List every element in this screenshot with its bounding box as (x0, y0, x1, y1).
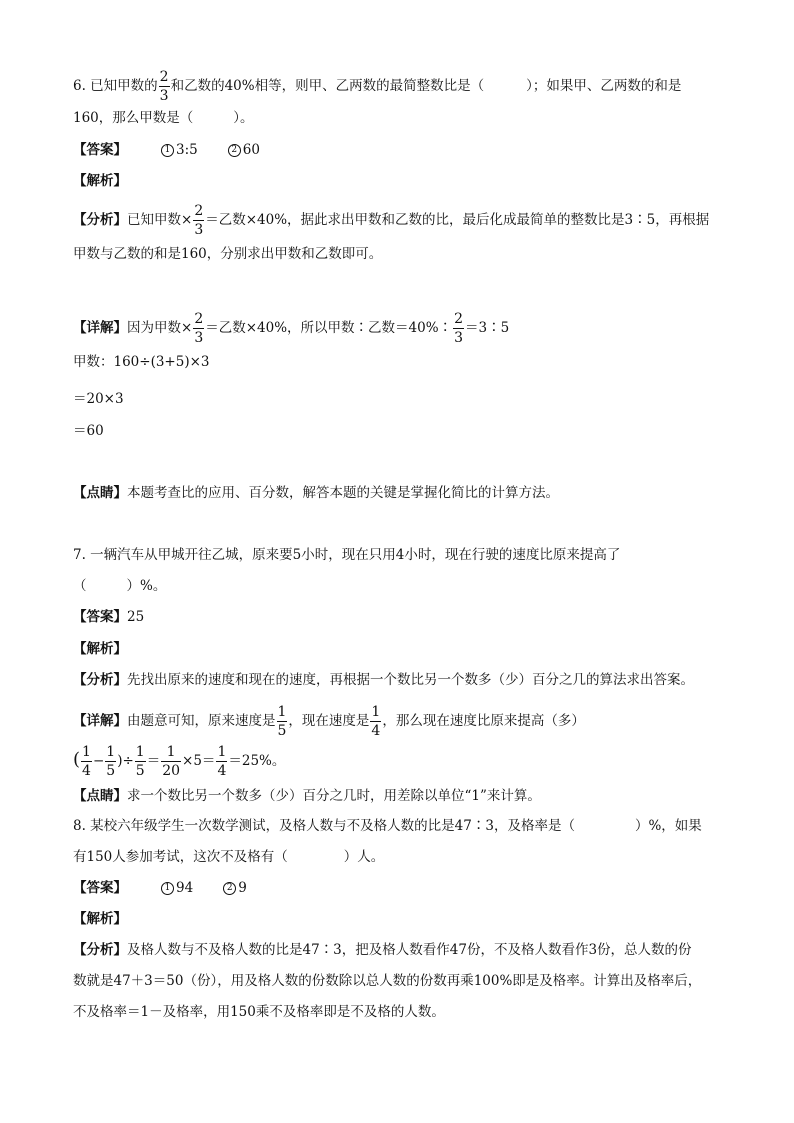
fenxi-text: 先找出原来的速度和现在的速度，再根据一个数比另一个数多（少）百分之几的算法求出答案。 (127, 672, 694, 688)
operator: ＝25%。 (228, 753, 286, 769)
answer-value: 9 (238, 880, 247, 896)
operator: ×5＝ (182, 753, 216, 769)
q7-fenxi (73, 670, 694, 690)
answer-value: 60 (242, 142, 260, 158)
fenxi-text: 不及格率＝1－及格率，用150乘不及格率即是不及格的人数。 (73, 1004, 445, 1020)
q6-text: 和乙数的40%相等，则甲、乙两数的最简整数比是（ (170, 78, 485, 94)
q8-jiexi (73, 909, 127, 929)
fenxi-text: 及格人数与不及格人数的比是47∶3，把及格人数看作47份，不及格人数看作3份，总人数的份 (127, 942, 692, 958)
answer-tag: 【答案】 (73, 880, 127, 896)
eq-fraction (161, 745, 181, 778)
q7-equation (73, 745, 285, 778)
dianjing-tag: 【点睛】 (73, 485, 127, 501)
q6-xiangjie (73, 312, 509, 345)
q8-stem-line2 (73, 847, 384, 867)
jiexi-tag: 【解析】 (73, 911, 127, 927)
frac-num: 1 (161, 745, 181, 762)
calc-line: 甲数：160÷(3+5)×3 (73, 354, 210, 370)
xiangjie-text: ＝乙数×40%，所以甲数∶乙数＝40%∶ (205, 320, 453, 336)
xiangjie-text: 由题意可知，原来速度是 (127, 713, 276, 729)
q7-dianjing (73, 786, 541, 806)
q6-stem-line1 (73, 70, 681, 103)
xiangjie-text: ＝3∶5 (464, 320, 510, 336)
frac-den: 4 (371, 723, 381, 739)
eq-fraction (81, 745, 92, 778)
frac-den: 5 (106, 763, 116, 779)
xiangjie-tag: 【详解】 (73, 713, 127, 729)
q6-dianjing (73, 483, 559, 503)
circled-number: 2 (223, 882, 236, 895)
frac-num: 2 (159, 69, 169, 85)
q8-text: ）人。 (343, 849, 385, 865)
q7-text: （ (73, 578, 87, 594)
eq-fraction (105, 745, 116, 778)
frac-den: 4 (217, 763, 227, 779)
q7-stem-line1 (73, 545, 620, 565)
paren: ( (73, 749, 81, 770)
q6-stem-line2 (73, 108, 254, 128)
answer-value: 25 (127, 609, 145, 625)
q6-text: ）。 (233, 110, 254, 126)
operator: − (92, 753, 105, 769)
q8-text: ）%，如果 (634, 818, 702, 834)
frac-num: 1 (82, 744, 91, 760)
fenxi-text: 已知甲数× (127, 212, 193, 228)
frac-num: 1 (106, 744, 116, 760)
answer-value: 3:5 (176, 142, 198, 158)
fenxi-fraction (193, 204, 204, 237)
frac-den: 3 (454, 330, 463, 346)
fenxi-text: 数就是47＋3＝50（份），用及格人数的份数除以总人数的份数再乘100%即是及格率。计算出及格率后， (73, 973, 702, 989)
xj-fraction-2 (453, 312, 464, 345)
frac-den: 4 (82, 763, 91, 779)
circled-number: 1 (161, 882, 174, 895)
answer-value: 94 (176, 880, 194, 896)
q7-answer (73, 607, 144, 627)
answer-tag: 【答案】 (73, 142, 127, 158)
frac-num: 2 (194, 203, 204, 219)
answer-tag: 【答案】 (73, 609, 127, 625)
dianjing-text: 求一个数比另一个数多（少）百分之几时，用差除以单位“1”来计算。 (127, 788, 541, 804)
frac-den: 3 (194, 222, 204, 238)
frac-den: 3 (159, 88, 169, 104)
xiangjie-text: ，现在速度是 (288, 713, 370, 729)
xiangjie-tag: 【详解】 (73, 320, 127, 336)
frac-den: 3 (194, 330, 204, 346)
calc-line: ＝20×3 (73, 391, 124, 407)
q8-fenxi-line3 (73, 1002, 445, 1022)
frac-den: 5 (135, 763, 145, 779)
frac-num: 1 (277, 704, 287, 720)
fenxi-tag: 【分析】 (73, 212, 127, 228)
frac-den: 5 (277, 723, 287, 739)
q8-fenxi-line1 (73, 940, 692, 960)
q7-text: 7. 一辆汽车从甲城开往乙城，原来要5小时，现在只用4小时，现在行驶的速度比原来提高了 (73, 547, 621, 563)
q8-fenxi-line2 (73, 971, 701, 991)
q8-text: 8. 某校六年级学生一次数学测试，及格人数与不及格人数的比是47∶3，及格率是（ (73, 818, 575, 834)
q6-calc1 (73, 352, 210, 372)
frac-num: 1 (371, 704, 381, 720)
jiexi-tag: 【解析】 (73, 641, 127, 657)
q6-text: 160，那么甲数是（ (73, 110, 194, 126)
frac-num: 2 (454, 311, 463, 327)
eq-fraction (216, 745, 227, 778)
q6-jiexi (73, 171, 127, 191)
xiangjie-text: 因为甲数× (127, 320, 193, 336)
xj-fraction (193, 312, 204, 345)
operator: ＝ (146, 753, 161, 769)
q6-calc2 (73, 389, 124, 409)
q7-jiexi (73, 639, 127, 659)
q6-calc3 (73, 421, 104, 441)
circled-number: 2 (228, 144, 241, 157)
q8-answer (73, 878, 247, 898)
q8-stem-line1 (73, 816, 702, 836)
q8-text: 有150人参加考试，这次不及格有（ (73, 849, 288, 865)
xj-fraction (277, 705, 288, 738)
circled-number: 1 (161, 144, 174, 157)
fenxi-tag: 【分析】 (73, 942, 127, 958)
fenxi-tag: 【分析】 (73, 672, 127, 688)
jiexi-tag: 【解析】 (73, 173, 127, 189)
xiangjie-text: ，那么现在速度比原来提高（多） (382, 713, 585, 729)
q7-text: ）%。 (126, 578, 167, 594)
fenxi-text: 甲数与乙数的和是160，分别求出甲数和乙数即可。 (73, 246, 383, 262)
frac-num: 1 (217, 744, 227, 760)
q6-answer (73, 140, 260, 160)
q6-text: ）；如果甲、乙两数的和是 (526, 78, 682, 94)
dianjing-text: 本题考查比的应用、百分数，解答本题的关键是掌握化简比的计算方法。 (127, 485, 559, 501)
q6-text: 6. 已知甲数的 (73, 78, 158, 94)
operator: )÷ (117, 753, 134, 769)
q7-xiangjie (73, 705, 585, 738)
q6-fenxi-line2 (73, 244, 382, 264)
dianjing-tag: 【点睛】 (73, 788, 127, 804)
calc-line: ＝60 (73, 423, 104, 439)
q7-stem-line2 (73, 576, 166, 596)
frac-num: 1 (135, 744, 145, 760)
q6-fenxi-line1 (73, 204, 709, 237)
xj-fraction-2 (370, 705, 381, 738)
fenxi-text: ＝乙数×40%，据此求出甲数和乙数的比，最后化成最简单的整数比是3∶5，再根据 (205, 212, 710, 228)
frac-den: 20 (162, 763, 181, 779)
frac-num: 2 (194, 311, 204, 327)
q6-fraction (159, 70, 170, 103)
eq-fraction (135, 745, 146, 778)
